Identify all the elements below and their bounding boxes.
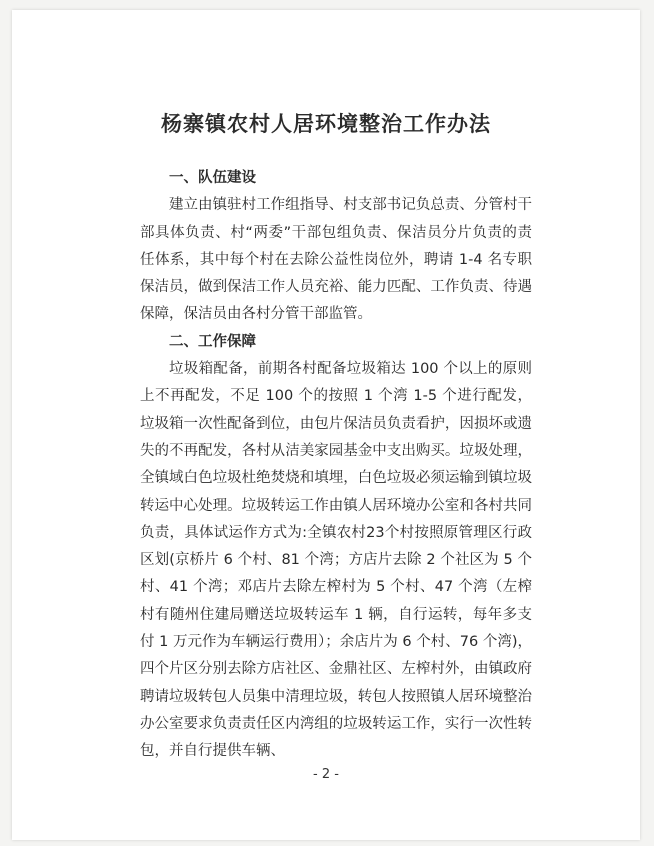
section-heading-work-guarantee: 二、工作保障 — [169, 333, 256, 350]
section-heading-team-building: 一、队伍建设 — [169, 170, 256, 186]
section-paragraph-work-guarantee: 垃圾箱配备，前期各村配备垃圾箱达 100 个以上的原则上不再配发，不足 100 个的按照 1 个湾 1-5 个进行配发，垃圾箱一次性配备到位，由包片保洁员负责看护，因损坏或遗失的不再配发，各村从洁美家园基金中支出购买。垃圾处理，全镇域白色垃圾杜绝焚烧和填埋，白色垃圾必须运输到镇垃圾转运中心处理。垃圾转运工作由镇人居环境办公室和各村共同负责，具体试运作方式为:全镇农村23个村按照原管理区行政区划(京桥片 6 个村、81 个湾；方店片去除 2 个社区为 5 个村、41 个湾；邓店片去除左榨村为 5 个村、47 个湾（左榨村有随州住建局赠送垃圾转运车 1 辆，自行运转，每年多支付 1 万元作为车辆运行费用）；余店片为 6 个村、76 个湾)，四个片区分别去除方店社区、金鼎社区、左榨村外，由镇政府聘请垃圾转包人员集中清理垃圾，转包人按照镇人居环境整治办公室要求负责责任区内湾组的垃圾转运工作，实行一次性转包，并自行提供车辆、 — [140, 361, 532, 760]
document-page — [12, 10, 640, 840]
document-body — [140, 165, 532, 766]
page-number: - 2 - — [313, 767, 339, 782]
section-paragraph-team-building: 建立由镇驻村工作组指导、村支部书记负总责、分管村干部具体负责、村“两委”干部包组负责、保洁员分片负责的责任体系，其中每个村在去除公益性岗位外，聘请 1-4 名专职保洁员，做到保洁工作人员充裕、能力匹配、工作负责、待遇保障，保洁员由各村分管干部监管。 — [140, 197, 532, 323]
document-title: 杨寨镇农村人居环境整治工作办法 — [161, 111, 491, 136]
